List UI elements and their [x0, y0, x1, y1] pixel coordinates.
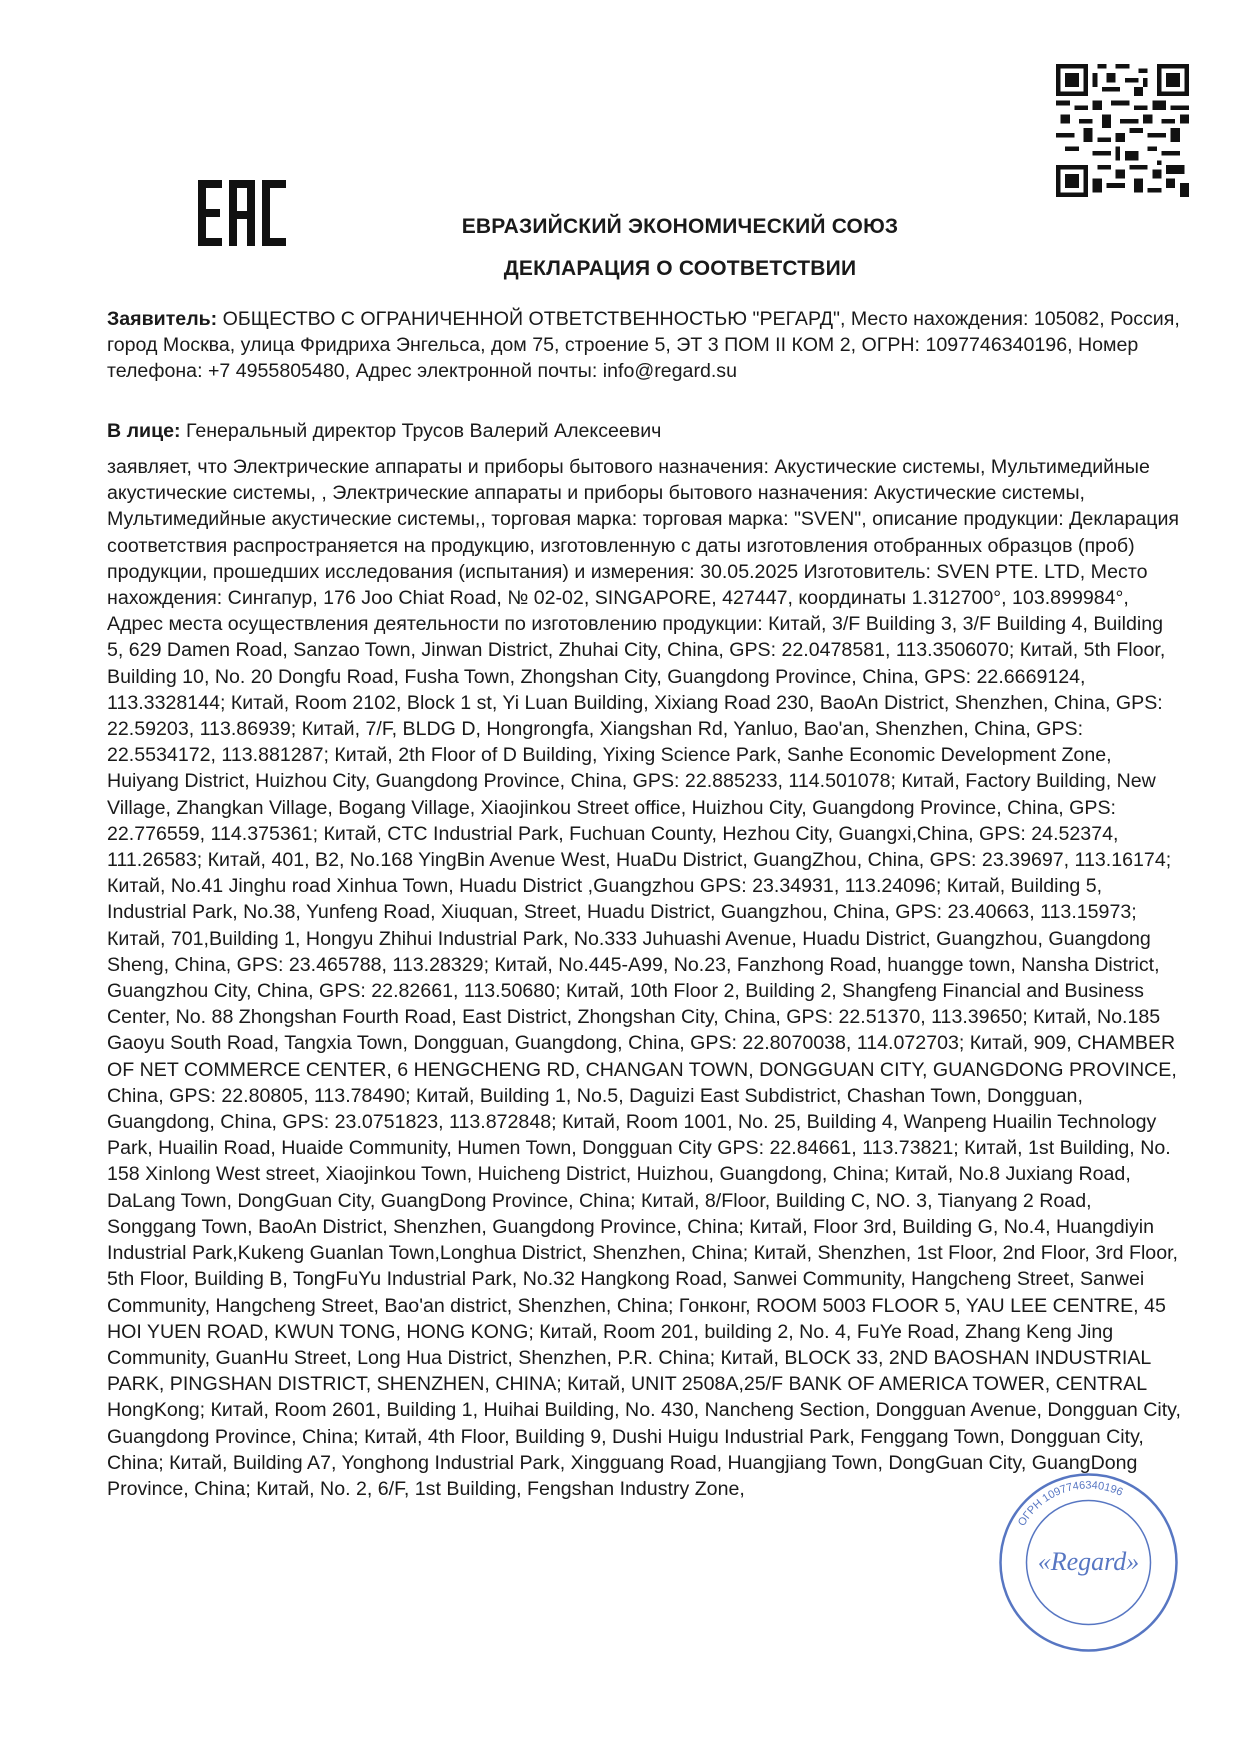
qr-code	[1056, 64, 1189, 197]
applicant-section	[107, 306, 1182, 385]
applicant-text: ОБЩЕСТВО С ОГРАНИЧЕННОЙ ОТВЕТСТВЕННОСТЬЮ "РЕГАРД", Место нахождения: 105082, Россия, город Москва, улица Фридриха Энгельса, дом 75, строение 5, ЭТ 3 ПОМ II КОМ 2, ОГРН: 1097746340196, Номер телефона: +7 4955805480, Адрес электронной почты: info@regard.su	[107, 308, 1180, 383]
declaration-text: заявляет, что Электрические аппараты и приборы бытового назначения: Акустические системы, Мультимедийные акустические системы, , Электрические аппараты и приборы бытового назначения: Акустические системы, Мультимедийные акустические системы,, торговая марка: торговая марка: "SVEN", описание продукции: Декларация соответствия распространяется на продукцию, изготовленную с даты изготовления отобранных образцов (проб) продукции, прошедших исследования (испытания) и измерения: 30.05.2025 Изготовитель: SVEN PTE. LTD, Место нахождения: Сингапур, 176 Joo Chiat Road, № 02-02, SINGAPORE, 427447, координаты 1.312700°, 103.899984°, Адрес места осуществления деятельности по изготовлению продукции: Китай, 3/F Building 3, 3/F Building 4, Building 5, 629 Damen Road, Sanzao Town, Jinwan District, Zhuhai City, China, GPS: 22.0478581, 113.3506070; Китай, 5th Floor, Building 10, No. 20 Dongfu Road, Fusha Town, Zhongshan City, Guangdong Province, China, GPS: 22.6669124, 113.3328144; Китай, Room 2102, Block 1 st, Yi Luan Building, Xixiang Road 230, BaoAn District, Shenzhen, China, GPS: 22.59203, 113.86939; Китай, 7/F, BLDG D, Hongrongfa, Xiangshan Rd, Yanluo, Bao'an, Shenzhen, China, GPS: 22.5534172, 113.881287; Китай, 2th Floor of D Building, Yixing Science Park, Sanhe Economic Development Zone, Huiyang District, Huizhou City, Guangdong Province, China, GPS: 22.885233, 114.501078; Китай, Factory Building, New Village, Zhangkan Village, Bogang Village, Xiaojinkou Street office, Huizhou City, Guangdong Province, China, GPS: 22.776559, 114.375361; Китай, CTC Industrial Park, Fuchuan County, Hezhou City, Guangxi,China, GPS: 24.52374, 111.26583; Китай, 401, B2, No.168 YingBin Avenue West, HuaDu District, GuangZhou, China, GPS: 23.39697, 113.16174; Китай, No.41 Jinghu road Xinhua Town, Huadu District ,Guangzhou GPS: 23.34931, 113.24096; Китай, Building 5, Industrial Park, No.38, Yunfeng Road, Xiuquan, Street, Huadu District, Guangzhou, China, GPS: 23.40663, 113.15973; Китай, 701,Building 1, Hongyu Zhihui Industrial Park, No.333 Juhuashi Avenue, Huadu District, Guangzhou, Guangdong Sheng, China, GPS: 23.465788, 113.28329; Китай, No.445-A99, No.23, Fanzhong Road, huangge town, Nansha District, Guangzhou City, China, GPS: 22.82661, 113.50680; Китай, 10th Floor 2, Building 2, Shangfeng Financial and Business Center, No. 88 Zhongshan Fourth Road, East District, Zhongshan City, China, GPS: 22.51370, 113.39650; Китай, No.185 Gaoyu South Road, Tangxia Town, Dongguan, Guangdong, China, GPS: 22.8070038, 114.072703; Китай, 909, CHAMBER OF NET COMMERCE CENTER, 6 HENGCHENG RD, CHANGAN TOWN, DONGGUAN CITY, GUANGDONG PROVINCE, China, GPS: 22.80805, 113.78490; Китай, Building 1, No.5, Daguizi East Subdistrict, Chashan Town, Dongguan, Guangdong, China, GPS: 23.0751823, 113.872848; Китай, Room 1001, No. 25, Building 4, Wanpeng Huailin Technology Park, Huailin Road, Huaide Community, Humen Town, Dongguan City GPS: 22.84661, 113.73821; Китай, 1st Building, No. 158 Xinlong West street, Xiaojinkou Town, Huicheng District, Huizhou, Guangdong, China; Китай, No.8 Juxiang Road, DaLang Town, DongGuan City, GuangDong Province, China; Китай, 8/Floor, Building C, NO. 3, Tianyang 2 Road, Songgang Town, BaoAn District, Shenzhen, Guangdong Province, China; Китай, Floor 3rd, Building G, No.4, Huangdiyin Industrial Park,Kukeng Guanlan Town,Longhua District, Shenzhen, China; Китай, Shenzhen, 1st Floor, 2nd Floor, 3rd Floor, 5th Floor, Building B, TongFuYu Industrial Park, No.32 Hangkong Road, Sanwei Community, Hangcheng Street, Sanwei Community, Hangcheng Street, Bao'an district, Shenzhen, China; Гонконг, ROOM 5003 FLOOR 5, YAU LEE CENTRE, 45 HOI YUEN ROAD, KWUN TONG, HONG KONG; Китай, Room 201, building 2, No. 4, FuYe Road, Zhang Keng Jing Community, GuanHu Street, Long Hua District, Shenzhen, P.R. China; Китай, BLOCK 33, 2ND BAOSHAN INDUSTRIAL PARK, PINGSHAN DISTRICT, SHENZHEN, CHINA; Китай, UNIT 2508A,25/F BANK OF AMERICA TOWER, CENTRAL HongKong; Китай, Room 2601, Building 1, Huihai Building, No. 430, Nancheng Section, Dongguan Avenue, Dongguan City, Guangdong Province, China; Китай, 4th Floor, Building 9, Dushi Huigu Industrial Park, Fenggang Town, Dongguan City, China; Китай, Building A7, Yonghong Industrial Park, Xingguang Road, Huangjiang Town, DongGuan City, GuangDong Province, China; Китай, No. 2, 6/F, 1st Building, Fengshan Industry Zone,	[107, 456, 1181, 1500]
company-seal	[996, 1470, 1181, 1655]
representative-section	[107, 418, 1182, 444]
document-title: ДЕКЛАРАЦИЯ О СООТВЕТСТВИИ	[503, 257, 857, 280]
seal-ring-text: ОГРН 1097746340196	[1015, 1479, 1125, 1529]
representative-text: Генеральный директор Трусов Валерий Алексеевич	[186, 420, 662, 442]
applicant-label: Заявитель:	[107, 308, 218, 330]
seal-name: «Regard»	[1037, 1547, 1140, 1576]
representative-label: В лице:	[107, 420, 181, 442]
union-title: ЕВРАЗИЙСКИЙ ЭКОНОМИЧЕСКИЙ СОЮЗ	[461, 215, 899, 238]
